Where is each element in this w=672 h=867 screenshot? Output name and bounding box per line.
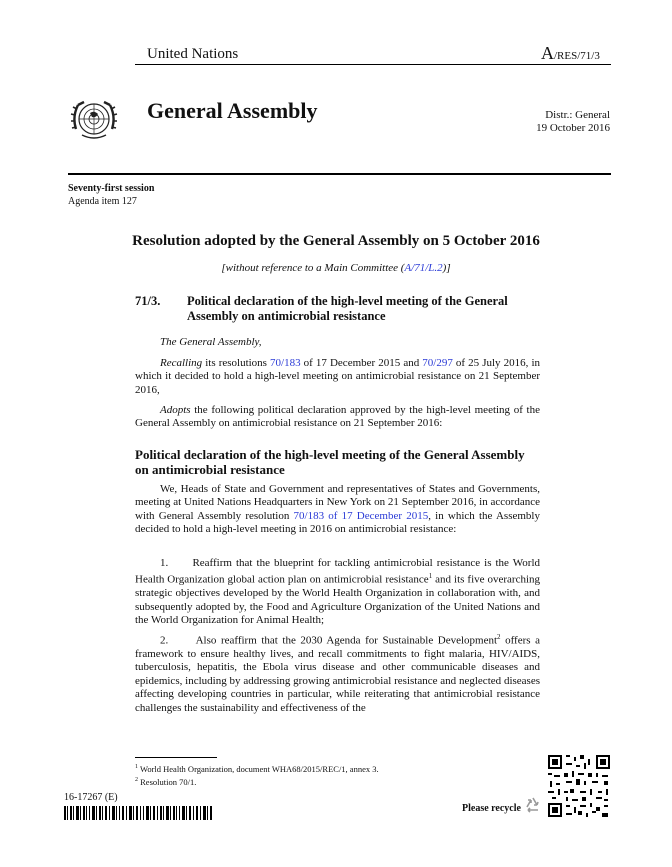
fn1-text: World Health Organization, document WHA68/2015/REC/1, annex 3.	[139, 764, 379, 774]
qr-code-icon	[548, 755, 610, 817]
committee-pre: [without reference to a Main Committee (	[221, 262, 405, 274]
declaration-heading: Political declaration of the high-level meeting of the General Assembly on antimicrobial resistance	[135, 447, 525, 477]
p4-text-a: We, Heads of State and Government and representatives of States and Governments, meeting at United Nations Headquarters in New York on 21 September 2016, in accordance with General Assembly resolution	[135, 483, 540, 522]
document-number: 16-17267 (E)	[64, 792, 118, 803]
p4-text-b: , in which the Assembly decided to hold a high-level meeting in 2016 on antimicrobial resistance:	[135, 509, 540, 536]
issue-date: 19 October 2016	[536, 122, 610, 134]
masthead-rule	[68, 173, 611, 175]
preamble-text: The General Assembly,	[160, 336, 262, 348]
resolution-title: Political declaration of the high-level meeting of the General Assembly on antimicrobial resistance	[187, 294, 508, 323]
paragraph-recalling	[135, 357, 540, 397]
adopts-word: Adopts	[160, 404, 191, 416]
recycle-note: Please recycle	[462, 803, 521, 814]
p5-text-b: and its five overarching strategic objectives developed by the World Health Organization in collaboration with, and subsequently adopted by, the Food and Agriculture Organization of the United Nations and the World Organization for Animal Health;	[135, 574, 541, 627]
un-emblem-icon	[68, 93, 120, 145]
p6-text-a: Also reaffirm that the 2030 Agenda for Sustainable Development	[195, 634, 498, 647]
committee-post: )]	[442, 262, 451, 274]
agenda-item: Agenda item 127	[68, 196, 137, 207]
header-rule	[135, 64, 611, 65]
org-name: United Nations	[147, 46, 239, 62]
fn2-number: 2	[135, 777, 138, 784]
recycle-icon	[523, 795, 543, 815]
p2-text-a: its resolutions	[202, 357, 271, 369]
resolution-number: 71/3.	[135, 294, 161, 308]
paragraph-2	[135, 631, 540, 715]
footnote-ref-2[interactable]: 2	[497, 633, 501, 641]
committee-note	[0, 262, 672, 274]
p2-text-b: of 17 December 2015 and	[300, 357, 423, 369]
link-70-297[interactable]: 70/297	[422, 357, 453, 369]
fn1-number: 1	[135, 764, 138, 771]
committee-link[interactable]: A/71/L.2	[404, 262, 443, 274]
distribution: Distr.: General	[545, 109, 610, 121]
p6-text-b: offers a framework to ensure healthy lives, and recall commitments to fight malaria, HIV/AIDS, tuberculosis, hepatitis, the Ebola virus disease and other communicable diseases and epidemics, including by addressing growing antimicrobial resistance and neglected diseases affecting developing countries in particular, while reiterating that antimicrobial resistance challenges the sustainability and effectiveness of the	[135, 634, 540, 714]
footnote-1	[135, 764, 379, 774]
symbol-rest: /RES/71/3	[554, 50, 600, 62]
para-number: 1.	[160, 557, 169, 569]
footnote-ref-1[interactable]: 1	[428, 572, 433, 581]
barcode-icon	[64, 806, 214, 820]
footnote-rule	[135, 757, 217, 758]
link-70-183[interactable]: 70/183	[270, 357, 301, 369]
session-info	[68, 182, 154, 208]
preamble-opening	[160, 336, 540, 349]
footnote-2	[135, 777, 196, 787]
p3-text: the following political declaration approved by the high-level meeting of the General Assembly on antimicrobial resistance on 21 September 2016:	[135, 404, 540, 430]
paragraph-1	[135, 557, 540, 628]
paragraph-adopts	[135, 404, 540, 431]
link-70-183-full[interactable]: 70/183 of 17 December 2015	[293, 509, 429, 522]
p5-text-a: Reaffirm that the blueprint for tackling antimicrobial resistance is the World Health Organization global action plan on antimicrobial resistance	[135, 557, 540, 587]
body-title: General Assembly	[147, 98, 318, 123]
paragraph-we	[135, 483, 540, 537]
fn2-text: Resolution 70/1.	[140, 777, 197, 787]
symbol-prefix: A	[541, 43, 554, 63]
recalling-word: Recalling	[160, 357, 203, 369]
para-number: 2.	[160, 634, 169, 647]
p2-text-c: of 25 July 2016, in which it decided to hold a high-level meeting on antimicrobial resistance on 21 September 2016,	[135, 357, 541, 396]
resolution-heading: Resolution adopted by the General Assembly on 5 October 2016	[132, 233, 540, 249]
document-symbol	[541, 43, 600, 64]
distribution-block	[536, 109, 610, 135]
session-name: Seventy-first session	[68, 183, 155, 194]
